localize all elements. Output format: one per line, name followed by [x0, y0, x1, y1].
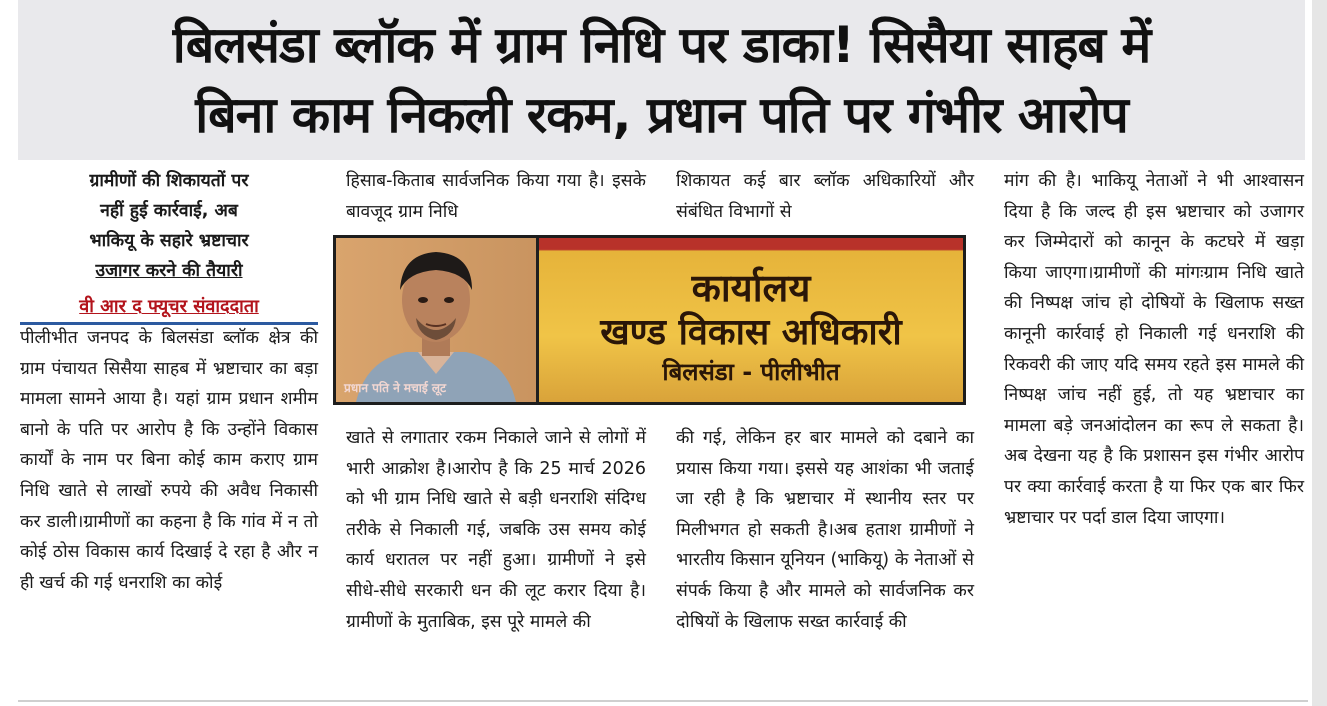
- bottom-divider: [18, 700, 1308, 702]
- column-2-top-text: हिसाब-किताब सार्वजनिक किया गया है। इसके बावजूद ग्राम निधि: [346, 171, 646, 222]
- portrait-photo: [336, 238, 536, 402]
- office-signboard: [539, 238, 963, 402]
- column-2-bottom-text: खाते से लगातार रकम निकाले जाने से लोगों में भारी आक्रोश है।आरोप है कि 25 मार्च 2026 को भी ग्राम निधि खाते से बड़ी धनराशि संदिग्ध तरीके से निकाली गई, जबकि उस समय कोई कार्य धरातल पर नहीं हुआ। ग्रामीणों ने इसे सीधे-सीधे सरकारी धन की लूट करार दिया है।ग्रामीणों के मुताबिक, इस पूरे मामले की: [346, 428, 646, 632]
- headline-banner: [18, 0, 1305, 160]
- sign-line-1: कार्यालय: [691, 266, 811, 310]
- sub-headline-line-4: उजागर करने की तैयारी: [95, 261, 243, 281]
- column-3-top-text: शिकायत कई बार ब्लॉक अधिकारियों और संबंधित विभागों से: [676, 171, 974, 222]
- article-column-4: [1004, 166, 1304, 533]
- sub-headline: [20, 166, 318, 286]
- headline-line-2: बिना काम निकली रकम, प्रधान पति पर गंभीर आरोप: [195, 86, 1128, 144]
- byline: वी आर द फ्यूचर संवाददाता: [79, 296, 259, 317]
- sign-line-2: खण्ड विकास अधिकारी: [600, 312, 902, 353]
- column-4-text: मांग की है। भाकियू नेताओं ने भी आश्वासन दिया है कि जल्द ही इस भ्रष्टाचार को उजागर कर जिम्मेदारों को कानून के कटघरे में खड़ा किया जाएगा।ग्रामीणों की मांगःग्राम निधि खाते की निष्पक्ष जांच हो दोषियों के खिलाफ सख्त कानूनी कार्रवाई हो निकाली गई धनराशि की रिकवरी की जाए यदि समय रहते इस मामले की निष्पक्ष जांच नहीं हुई, तो यह भ्रष्टाचार का मामला बड़े जनआंदोलन का रूप ले सकता है। अब देखना यह है कि प्रशासन इस गंभीर आरोप पर क्या कार्रवाई करता है या फिर एक बार फिर भ्रष्टाचार पर पर्दा डाल दिया जाएगा।: [1004, 171, 1304, 528]
- portrait-caption: प्रधान पति ने मचाई लूट: [344, 381, 447, 395]
- article-column-3-bottom: [676, 423, 974, 637]
- sub-headline-line-1: ग्रामीणों की शिकायतों पर: [89, 171, 249, 191]
- headline-line-1: बिलसंडा ब्लॉक में ग्राम निधि पर डाका! सिसैया साहब में: [172, 16, 1151, 74]
- person-portrait-icon: [336, 238, 536, 402]
- sub-headline-line-3: भाकियू के सहारे भ्रष्टाचार: [89, 231, 249, 251]
- sign-line-3: बिलसंडा - पीलीभीत: [662, 358, 840, 386]
- article-column-2-bottom: [346, 423, 646, 637]
- column-3-bottom-text: की गई, लेकिन हर बार मामले को दबाने का प्रयास किया गया। इससे यह आशंका भी जताई जा रही है कि भ्रष्टाचार में स्थानीय स्तर पर मिलीभगत हो सकती है।अब हताश ग्रामीणों ने भारतीय किसान यूनियन (भाकियू) के नेताओं से संपर्क किया है और मामले को सार्वजनिक कर दोषियों के खिलाफ सख्त कार्रवाई की: [676, 428, 974, 632]
- article-column-3-top: [676, 166, 974, 227]
- column-1-text: पीलीभीत जनपद के बिलसंडा ब्लॉक क्षेत्र की ग्राम पंचायत सिसैया साहब में भ्रष्टाचार का बड़ा मामला सामने आया है। यहां ग्राम प्रधान शमीम बानो के पति पर आरोप है कि उन्होंने विकास कार्यों के नाम पर बिना कोई काम कराए ग्राम निधि खाते से लाखों रुपये की अवैध निकासी कर डाली।ग्रामीणों का कहना है कि गांव में न तो कोई ठोस विकास कार्य दिखाई दे रहा है और न ही खर्च की गई धनराशि का कोई: [20, 328, 318, 593]
- page-edge-strip: [1312, 0, 1327, 706]
- article-column-1: [20, 323, 318, 598]
- article-column-2-top: [346, 166, 646, 227]
- sub-headline-line-2: नहीं हुई कार्रवाई, अब: [100, 201, 238, 221]
- news-photo: [333, 235, 966, 405]
